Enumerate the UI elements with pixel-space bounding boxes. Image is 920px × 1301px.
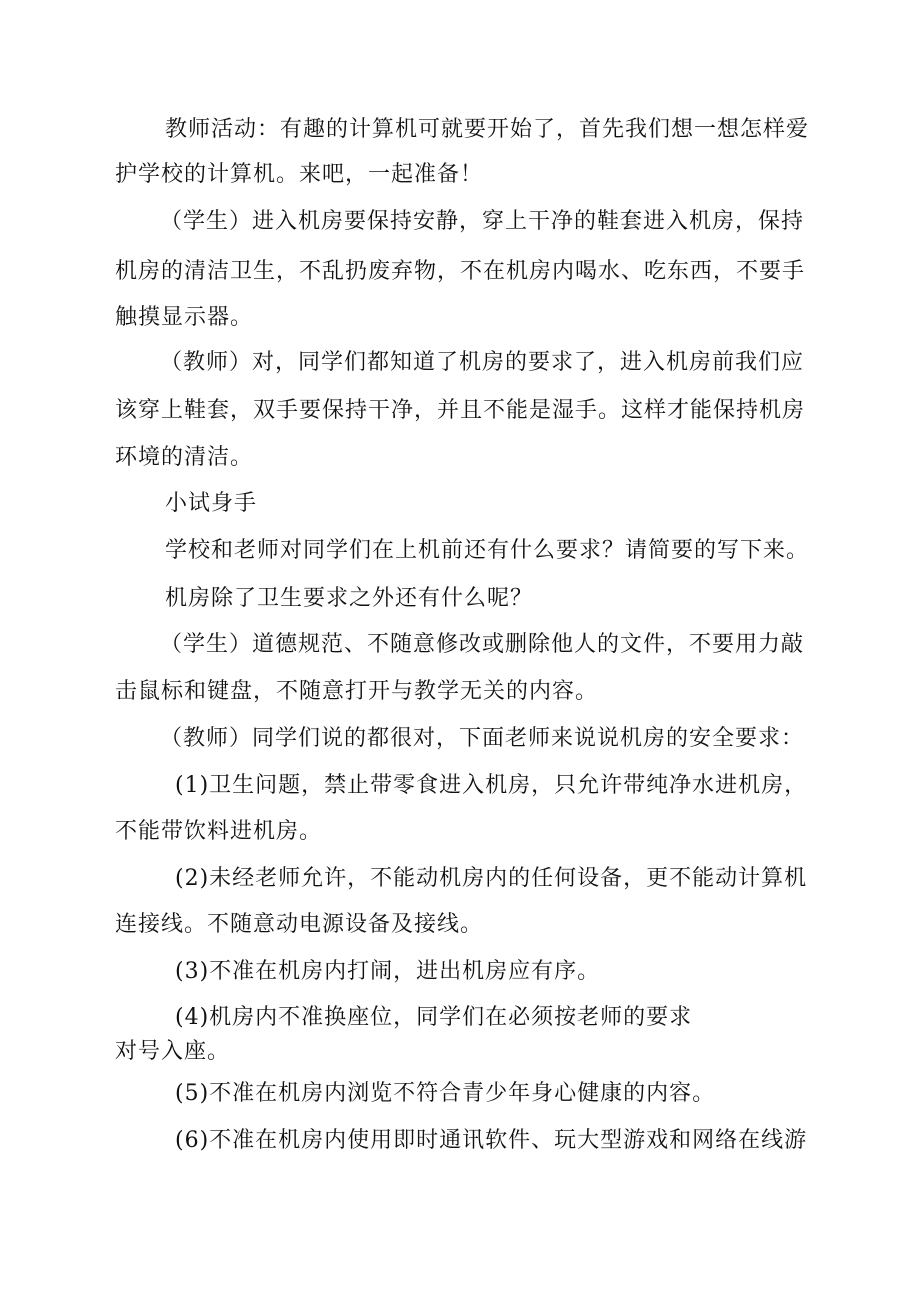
text-line: 机房除了卫生要求之外还有什么呢？ [165,586,534,611]
list-item: (5)不准在机房内浏览不符合青少年身心健康的内容。 [175,1081,716,1106]
text-line: （教师）同学们说的都很对，下面老师来说说机房的安全要求： [160,726,805,751]
text-line: 学校和老师对同学们在上机前还有什么要求？请简要的写下来。 [165,538,810,563]
text-line: （学生）进入机房要保持安静，穿上干净的鞋套进入机房，保持 [160,209,805,234]
list-item: (6)不准在机房内使用即时通讯软件、玩大型游戏和网络在线游 [175,1128,808,1153]
text-line: 环境的清洁。 [115,445,254,470]
list-item: (4)机房内不准换座位，同学们在必须按老师的要求 [175,1005,693,1030]
text-line: （学生）道德规范、不随意修改或删除他人的文件，不要用力敲 [160,632,805,657]
list-item: (2)未经老师允许，不能动机房内的任何设备，更不能动计算机 [175,866,808,891]
text-line: 教师活动：有趣的计算机可就要开始了，首先我们想一想怎样爱 [165,117,810,142]
list-item: (3)不准在机房内打闹，进出机房应有序。 [175,959,601,984]
text-line: 机房的清洁卫生，不乱扔废弃物，不在机房内喝水、吃东西，不要手 [115,259,806,284]
text-line: 触摸显示器。 [115,305,254,330]
text-line: 对号入座。 [115,1039,231,1064]
text-line: 连接线。不随意动电源设备及接线。 [115,912,484,937]
list-item: (1)卫生问题，禁止带零食进入机房，只允许带纯净水进机房， [175,773,808,798]
text-line: 该穿上鞋套，双手要保持干净，并且不能是湿手。这样才能保持机房 [115,398,806,423]
text-line: 击鼠标和键盘，不随意打开与教学无关的内容。 [115,679,599,704]
text-line: 护学校的计算机。来吧，一起准备！ [115,162,484,187]
section-heading: 小试身手 [165,491,258,516]
text-line: 不能带饮料进机房。 [115,819,323,844]
text-line: （教师）对，同学们都知道了机房的要求了，进入机房前我们应 [160,350,805,375]
